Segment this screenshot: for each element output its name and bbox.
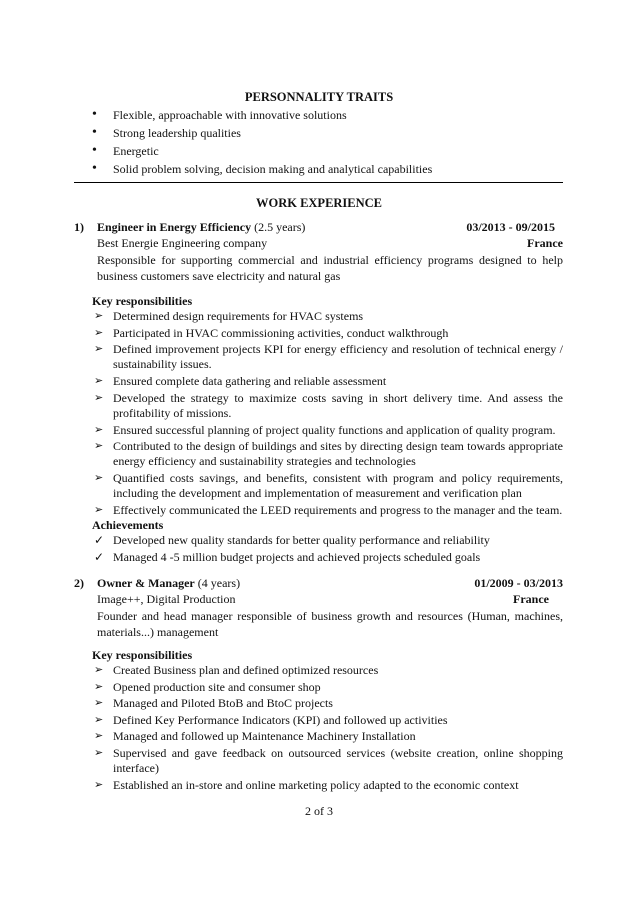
arrow-bullet-icon: ➢ [94,746,104,759]
job-company: Image++, Digital Production [97,592,236,606]
list-item: ➢ Managed and followed up Maintenance Machinery Installation [94,729,416,744]
arrow-bullet-icon: ➢ [94,778,104,791]
job-entry-2 [74,576,563,640]
job-header [74,576,563,592]
list-item: ➢ Determined design requirements for HVAC systems [94,309,364,323]
responsibilities-label: Key responsibilities [92,294,193,308]
job-entry-1 [74,220,563,284]
job-title: Engineer in Energy Efficiency [97,220,252,234]
job-company: Best Energie Engineering company [97,236,268,250]
arrow-bullet-icon: ➢ [94,343,104,356]
check-icon: ✓ [94,533,105,547]
page-number: 2 of 3 [305,804,333,818]
responsibilities-list [94,663,563,794]
list-item: ➢ Quantified costs savings, and benefits, consistent with program and policy requirements, including the development and implementation of measurement and verification plan [94,471,563,501]
arrow-bullet-icon: ➢ [94,664,104,676]
arrow-bullet-icon: ➢ [94,310,104,322]
list-item: ➢ Effectively communicated the LEED requirements and progress to the manager and the team. [94,502,563,517]
arrow-bullet-icon: ➢ [94,326,104,339]
job-company-line [97,236,563,252]
job-header [74,220,563,236]
job-summary: Founder and head manager responsible of business growth and resources (Human, machines, materials...) management [97,609,563,639]
arrow-bullet-icon: ➢ [94,503,104,516]
arrow-bullet-icon: ➢ [94,391,104,404]
list-item: ✓ Managed 4 -5 million budget projects and achieved projects scheduled goals [94,550,481,564]
job-number: 2) [74,576,84,590]
job-dates: 01/2009 - 03/2013 [474,576,563,590]
list-item: ➢ Defined improvement projects KPI for energy efficiency and resolution of technical energy / sustainability issues. [94,342,563,372]
job-summary: Responsible for supporting commercial and industrial efficiency programs designed to help business customers save electricity and natural gas [97,253,563,283]
arrow-bullet-icon: ➢ [94,375,104,388]
list-item: ➢ Ensured complete data gathering and reliable assessment [94,374,387,389]
responsibilities-label: Key responsibilities [92,648,193,662]
arrow-bullet-icon: ➢ [94,730,104,743]
list-item: ➢ Defined Key Performance Indicators (KPI) and followed up activities [94,712,448,727]
work-heading: WORK EXPERIENCE [255,196,383,210]
list-item: • Solid problem solving, decision making and analytical capabilities [113,160,583,178]
achievements-label: Achievements [92,518,164,532]
list-item: • Flexible, approachable with innovative solutions [113,106,583,124]
arrow-bullet-icon: ➢ [94,697,104,710]
arrow-bullet-icon: ➢ [94,440,104,453]
job-title-line [97,576,240,591]
responsibilities-list [94,309,563,520]
job-title-line [97,220,305,235]
personality-heading: PERSONNALITY TRAITS [244,90,394,104]
job-location: France [513,592,549,606]
job-title: Owner & Manager [97,576,195,590]
list-item: ➢ Established an in-store and online marketing policy adapted to the economic context [94,777,519,792]
list-item: ➢ Participated in HVAC commissioning activities, conduct walkthrough [94,325,449,340]
check-icon: ✓ [94,550,105,564]
list-item: ➢ Managed and Piloted BtoB and BtoC projects [94,696,333,711]
list-item: ➢ Developed the strategy to maximize costs saving in short delivery time. And assess the profitability of missions. [94,390,563,420]
job-location: France [527,236,563,250]
personality-list [113,106,583,178]
achievements-list [94,532,563,566]
arrow-bullet-icon: ➢ [94,423,104,436]
arrow-bullet-icon: ➢ [94,713,104,726]
section-divider [74,182,563,183]
list-item: • Energetic [113,142,583,160]
arrow-bullet-icon: ➢ [94,680,104,693]
job-duration: (4 years) [197,576,241,590]
list-item: ➢ Contributed to the design of buildings and sites by directing design team towards appropriate energy efficiency and sustainability strategies and technologies [94,439,563,469]
list-item: • Strong leadership qualities [113,124,583,142]
list-item: ➢ Created Business plan and defined optimized resources [94,663,379,677]
list-item: ✓ Developed new quality standards for better quality performance and reliability [94,533,490,547]
list-item: ➢ Opened production site and consumer shop [94,679,321,694]
list-item: ➢ Ensured successful planning of project quality functions and application of quality program. [94,422,556,437]
job-duration: (2.5 years) [254,220,306,234]
arrow-bullet-icon: ➢ [94,472,104,485]
job-company-line [97,592,563,608]
job-dates: 03/2013 - 09/2015 [466,220,555,234]
job-number: 1) [74,220,84,234]
list-item: ➢ Supervised and gave feedback on outsourced services (website creation, online shopping interface) [94,745,563,776]
